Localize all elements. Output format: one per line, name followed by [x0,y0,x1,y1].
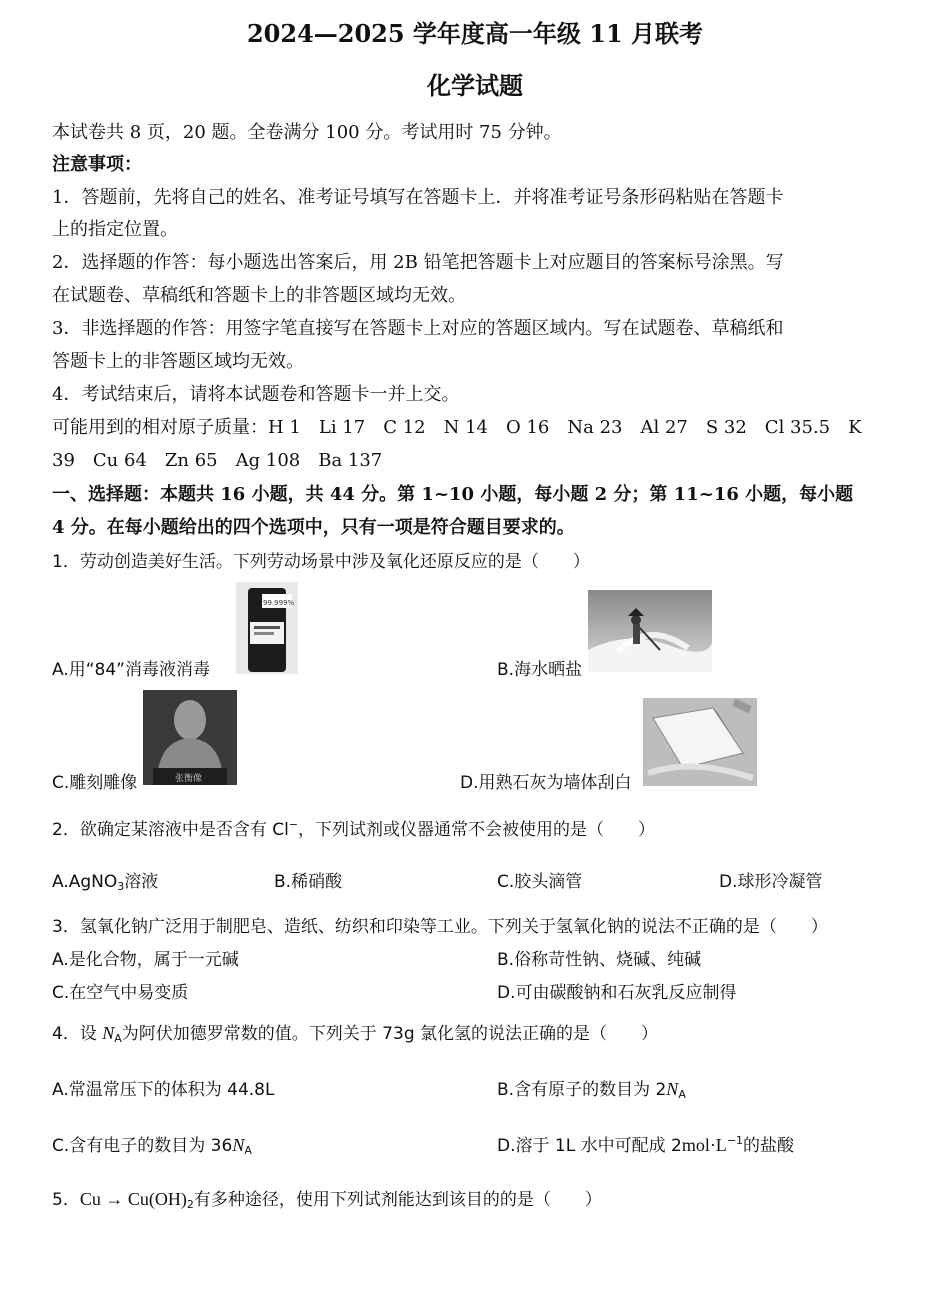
q2-option-a [52,867,158,893]
q4-option-c-sub: A [244,1144,252,1157]
note-2b: 在试题卷、草稿纸和答题卡上的非答题区域均无效。 [52,285,466,306]
q3-option-a: A.是化合物，属于一元碱 [52,950,239,970]
q5-formula-sub: 2 [186,1198,194,1211]
disinfectant-bottle-image [236,582,298,674]
exam-subtitle: 化学试题 [427,71,523,100]
q3-option-b: B.俗称苛性钠、烧碱、纯碱 [497,950,702,970]
q4-option-c-pre: C.含有电子的数目为 36 [52,1136,233,1156]
note-3a: 3．非选择题的作答：用签字笔直接写在答题卡上对应的答题区域内。写在试题卷、草稿纸和 [52,318,784,339]
q2-option-a-post: 溶液 [124,872,159,892]
q2-option-b: B.稀硝酸 [274,872,343,892]
q2-option-c: C.胶头滴管 [497,872,583,892]
q4-option-b-n: N [666,1079,679,1099]
q4-option-b [497,1075,686,1101]
q5-stem-post: 有多种途径，使用下列试剂能达到该目的的是（ ） [193,1190,602,1210]
q2-option-d: D.球形冷凝管 [719,872,823,892]
notes-heading: 注意事项： [52,154,142,175]
statue-image [143,690,237,785]
atomic-mass-line-2: 39 Cu 64 Zn 65 Ag 108 Ba 137 [52,450,383,471]
q2-stem [52,815,655,840]
atomic-mass-line-1: 可能用到的相对原子质量：H 1 Li 17 C 12 N 14 O 16 Na 23 Al 27 S 32 Cl 35.5 K [52,417,862,438]
q5-number: 5． [52,1190,80,1210]
section-1-heading-a: 一、选择题：本题共 16 小题，共 44 分。第 1~10 小题，每小题 2 分；第 11~16 小题，每小题 [52,484,854,505]
q4-option-d-unit: mol·L [681,1135,727,1155]
q2-stem-sup: − [288,818,299,831]
q3-stem: 3．氢氧化钠广泛用于制肥皂、造纸、纺织和印染等工业。下列关于氢氧化钠的说法不正确的是（ ） [52,917,828,937]
q4-option-c [52,1131,252,1157]
note-2a: 2．选择题的作答：每小题选出答案后，用 2B 铅笔把答题卡上对应题目的答案标号涂黑。写 [52,252,784,273]
q1-option-b: B.海水晒盐 [497,660,583,680]
q4-stem-pre: 4．设 [52,1024,103,1044]
q1-option-a: A.用“84”消毒液消毒 [52,660,210,680]
exam-title: 2024—2025 学年度高一年级 11 月联考 [246,19,704,48]
q2-stem-pre: 2．欲确定某溶液中是否含有 Cl [52,820,289,840]
q4-na-symbol: N [102,1023,115,1043]
wall-plastering-image [643,698,757,786]
note-4: 4．考试结束后，请将本试题卷和答题卡一并上交。 [52,384,460,405]
q5-stem [52,1185,602,1211]
statue-plaque-text: 张衡像 [175,774,203,784]
note-1b: 上的指定位置。 [52,219,178,240]
q2-stem-post: ，下列试剂或仪器通常不会被使用的是（ ） [298,820,656,840]
q4-option-b-sub: A [678,1088,686,1101]
q2-option-a-sub: 3 [117,880,125,893]
intro-line: 本试卷共 8 页，20 题。全卷满分 100 分。考试用时 75 分钟。 [52,122,562,143]
q4-option-c-n: N [232,1135,245,1155]
q2-option-a-pre: A.AgNO [52,872,118,892]
q4-option-d-sup: −1 [726,1134,744,1147]
q4-stem [52,1019,658,1045]
q1-stem: 1．劳动创造美好生活。下列劳动场景中涉及氧化还原反应的是（ ） [52,552,590,572]
q5-formula-a: Cu → Cu [79,1189,149,1209]
q5-formula-b: (OH) [148,1189,187,1209]
q4-stem-post: 为阿伏加德罗常数的值。下列关于 73g 氯化氢的说法正确的是（ ） [121,1024,659,1044]
note-1a: 1．答题前，先将自己的姓名、准考证号填写在答题卡上．并将准考证号条形码粘贴在答题卡 [52,187,784,208]
q4-option-d-post: 的盐酸 [743,1136,795,1156]
section-1-heading-b: 4 分。在每小题给出的四个选项中，只有一项是符合题目要求的。 [52,517,575,538]
q1-option-c: C.雕刻雕像 [52,773,138,793]
sea-salt-image [588,590,712,672]
bottle-label-text: 99.999% [263,599,295,607]
q4-na-sub: A [114,1032,122,1045]
q1-option-d: D.用熟石灰为墙体刮白 [460,773,632,793]
q3-option-c: C.在空气中易变质 [52,983,189,1003]
note-3b: 答题卡上的非答题区域均无效。 [52,351,304,372]
q3-option-d: D.可由碳酸钠和石灰乳反应制得 [497,983,737,1003]
q4-option-d [497,1131,794,1156]
q4-option-d-pre: D.溶于 1L 水中可配成 2 [497,1136,682,1156]
q4-option-a: A.常温常压下的体积为 44.8L [52,1080,275,1100]
q4-option-b-pre: B.含有原子的数目为 2 [497,1080,667,1100]
